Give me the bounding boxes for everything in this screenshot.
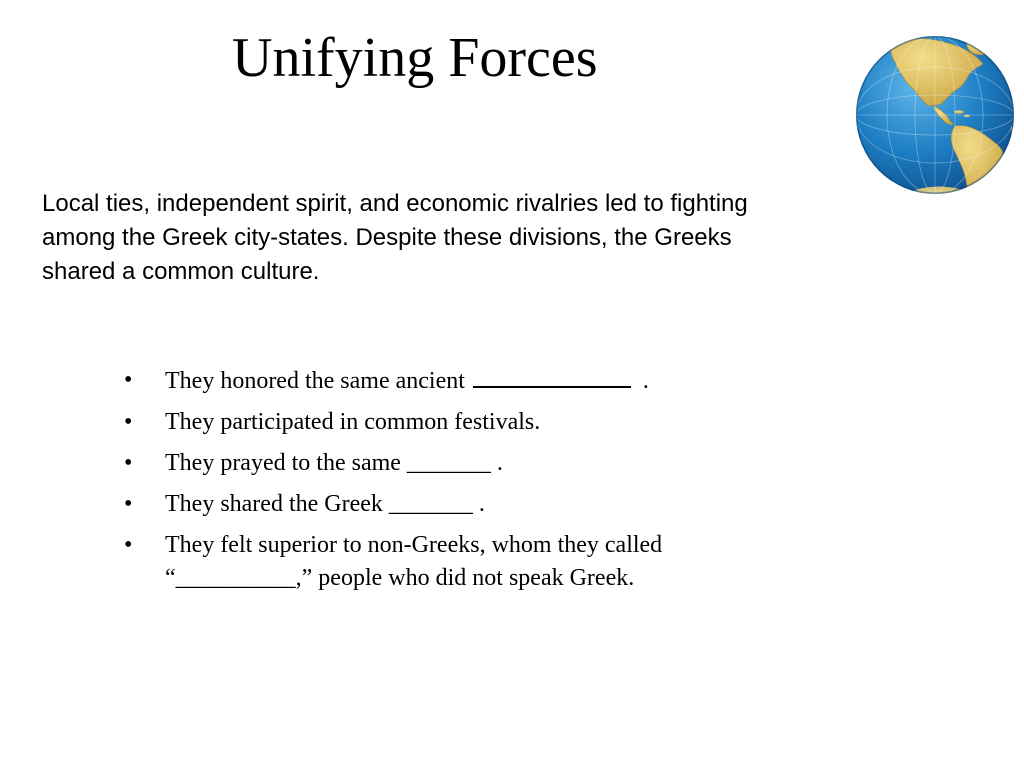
bullet-text: They felt superior to non-Greeks, whom they called “__________,” people who did not speak Greek. [165,532,663,591]
bullet-marker: • [124,450,133,476]
bullet-marker: • [124,532,133,558]
list-item [124,364,764,398]
bullet-text: They honored the same ancient [165,368,465,394]
bullet-marker: • [124,367,133,393]
list-item [124,488,764,521]
answer-blank [473,364,631,388]
bullet-text: They participated in common festivals. [165,409,541,435]
bullet-marker: • [124,409,133,435]
globe-icon [855,34,1015,196]
slide-title: Unifying Forces [232,27,598,89]
bullet-list [124,364,764,595]
bullet-text-end: . [642,368,649,394]
bullet-text: They shared the Greek _______ . [165,491,485,517]
list-item [124,447,764,480]
intro-paragraph: Local ties, independent spirit, and economic rivalries led to fighting among the Greek city-states. Despite these divisions, the Greeks shared a common culture. [42,190,748,285]
list-item [124,406,764,439]
bullet-text: They prayed to the same _______ . [165,450,503,476]
bullet-marker: • [124,491,133,517]
list-item [124,529,764,595]
